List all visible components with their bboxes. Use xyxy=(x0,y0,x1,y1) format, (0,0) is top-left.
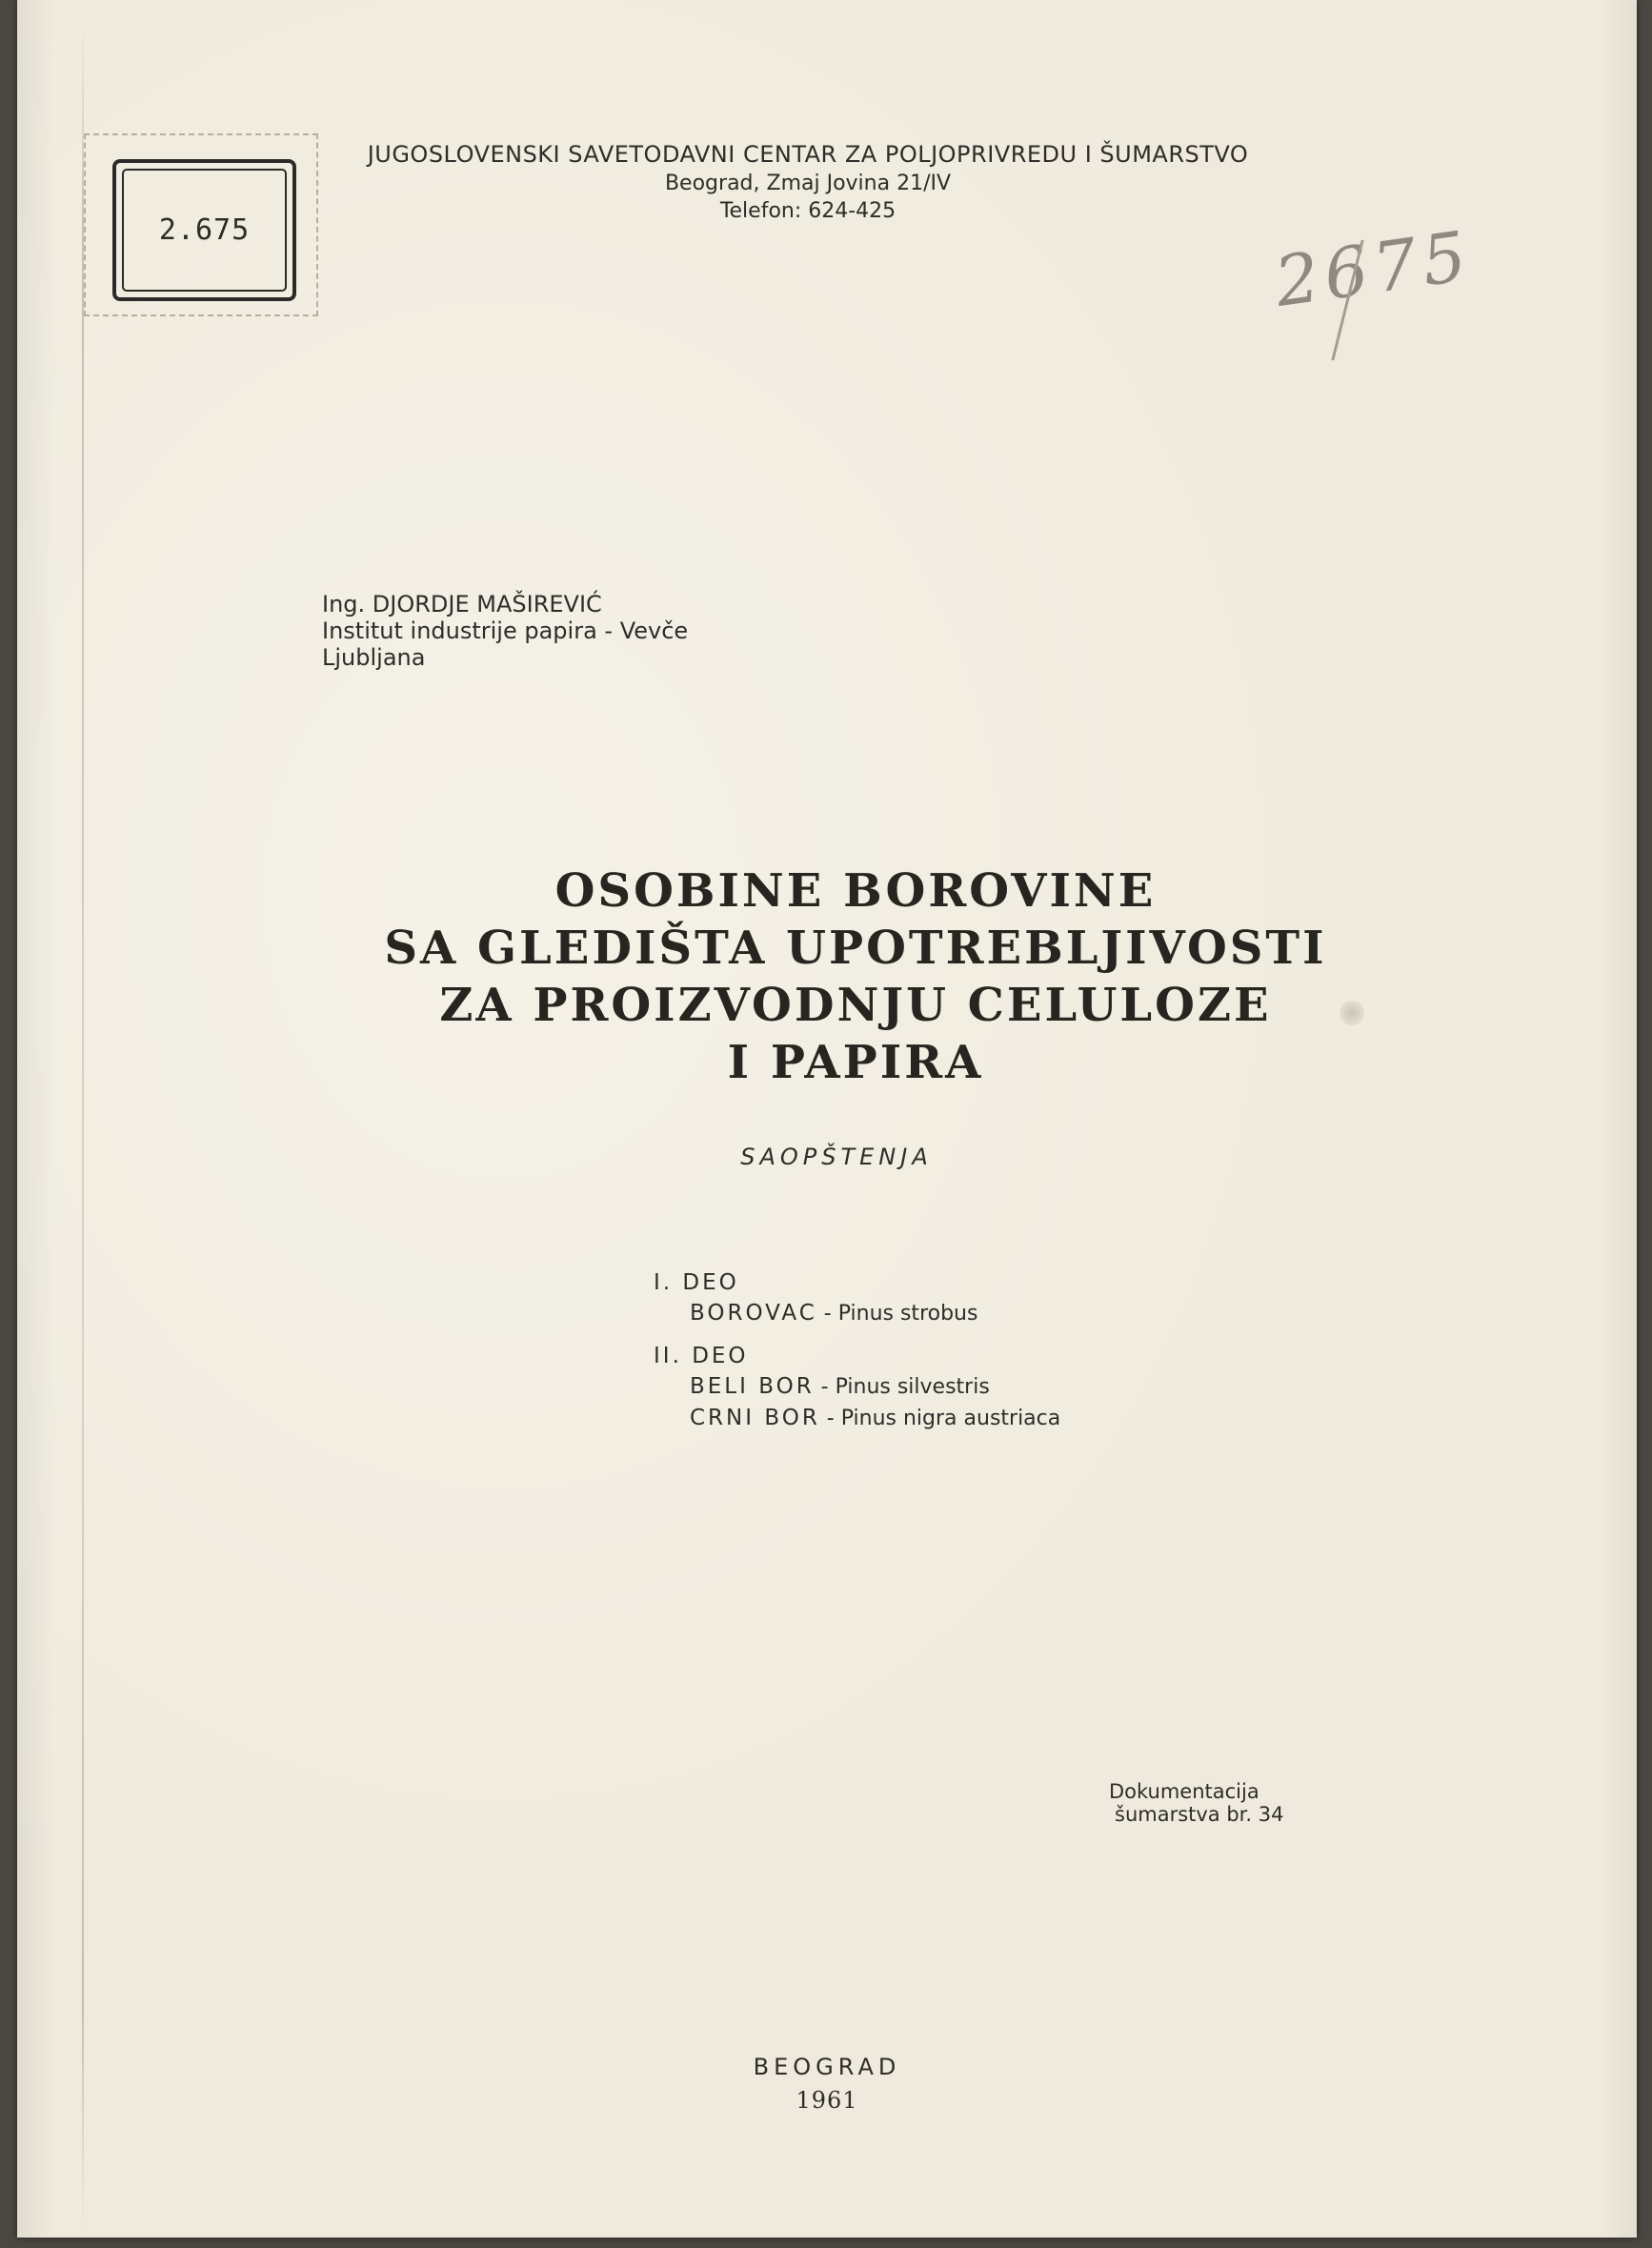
documentation-reference xyxy=(1109,1780,1283,1826)
publication-place: BEOGRAD xyxy=(753,2054,901,2080)
part-item xyxy=(654,1403,1060,1434)
documentation-line-1: Dokumentacija xyxy=(1109,1780,1259,1803)
stamp-number: 2.675 xyxy=(158,213,251,247)
document-page xyxy=(17,0,1637,2238)
species-name: CRNI BOR xyxy=(690,1406,820,1430)
inventory-stamp xyxy=(112,159,296,301)
author-name: Ing. DJORDJE MAŠIREVIĆ xyxy=(322,591,602,618)
institution-phone: Telefon: 624-425 xyxy=(719,199,897,223)
document-subtitle: SAOPŠTENJA xyxy=(740,1144,933,1170)
species-latin: - Pinus silvestris xyxy=(814,1375,990,1399)
document-title xyxy=(246,862,1465,1091)
title-line-4: I PAPIRA xyxy=(727,1036,984,1089)
paper-speck xyxy=(1340,1001,1364,1025)
species-latin: - Pinus nigra austriaca xyxy=(819,1407,1061,1430)
part-heading: II. DEO xyxy=(654,1344,749,1368)
part-2 xyxy=(654,1341,1060,1434)
documentation-line-2: šumarstva br. 34 xyxy=(1115,1803,1284,1826)
title-line-2: SA GLEDIŠTA UPOTREBLJIVOSTI xyxy=(384,921,1327,975)
part-item xyxy=(654,1371,1060,1403)
binding-edge xyxy=(82,19,84,2230)
author-block xyxy=(322,591,688,671)
author-affiliation: Institut industrije papira - Vevče xyxy=(322,618,689,644)
institution-address: Beograd, Zmaj Jovina 21/IV xyxy=(664,172,952,195)
institution-header xyxy=(322,141,1294,223)
species-name: BOROVAC xyxy=(690,1301,817,1326)
species-latin: - Pinus strobus xyxy=(816,1302,978,1326)
part-1 xyxy=(654,1267,1060,1329)
handwritten-number: 2675 xyxy=(1270,214,1478,323)
title-line-1: OSOBINE BOROVINE xyxy=(554,864,1157,918)
part-heading: I. DEO xyxy=(654,1270,739,1295)
institution-name: JUGOSLOVENSKI SAVETODAVNI CENTAR ZA POLJOPRIVREDU I ŠUMARSTVO xyxy=(367,141,1249,168)
title-line-3: ZA PROIZVODNJU CELULOZE xyxy=(439,979,1272,1032)
part-item xyxy=(654,1298,1060,1329)
species-name: BELI BOR xyxy=(690,1374,815,1399)
publication-year: 1961 xyxy=(796,2087,858,2114)
author-city: Ljubljana xyxy=(322,644,426,671)
parts-list xyxy=(654,1267,1060,1434)
